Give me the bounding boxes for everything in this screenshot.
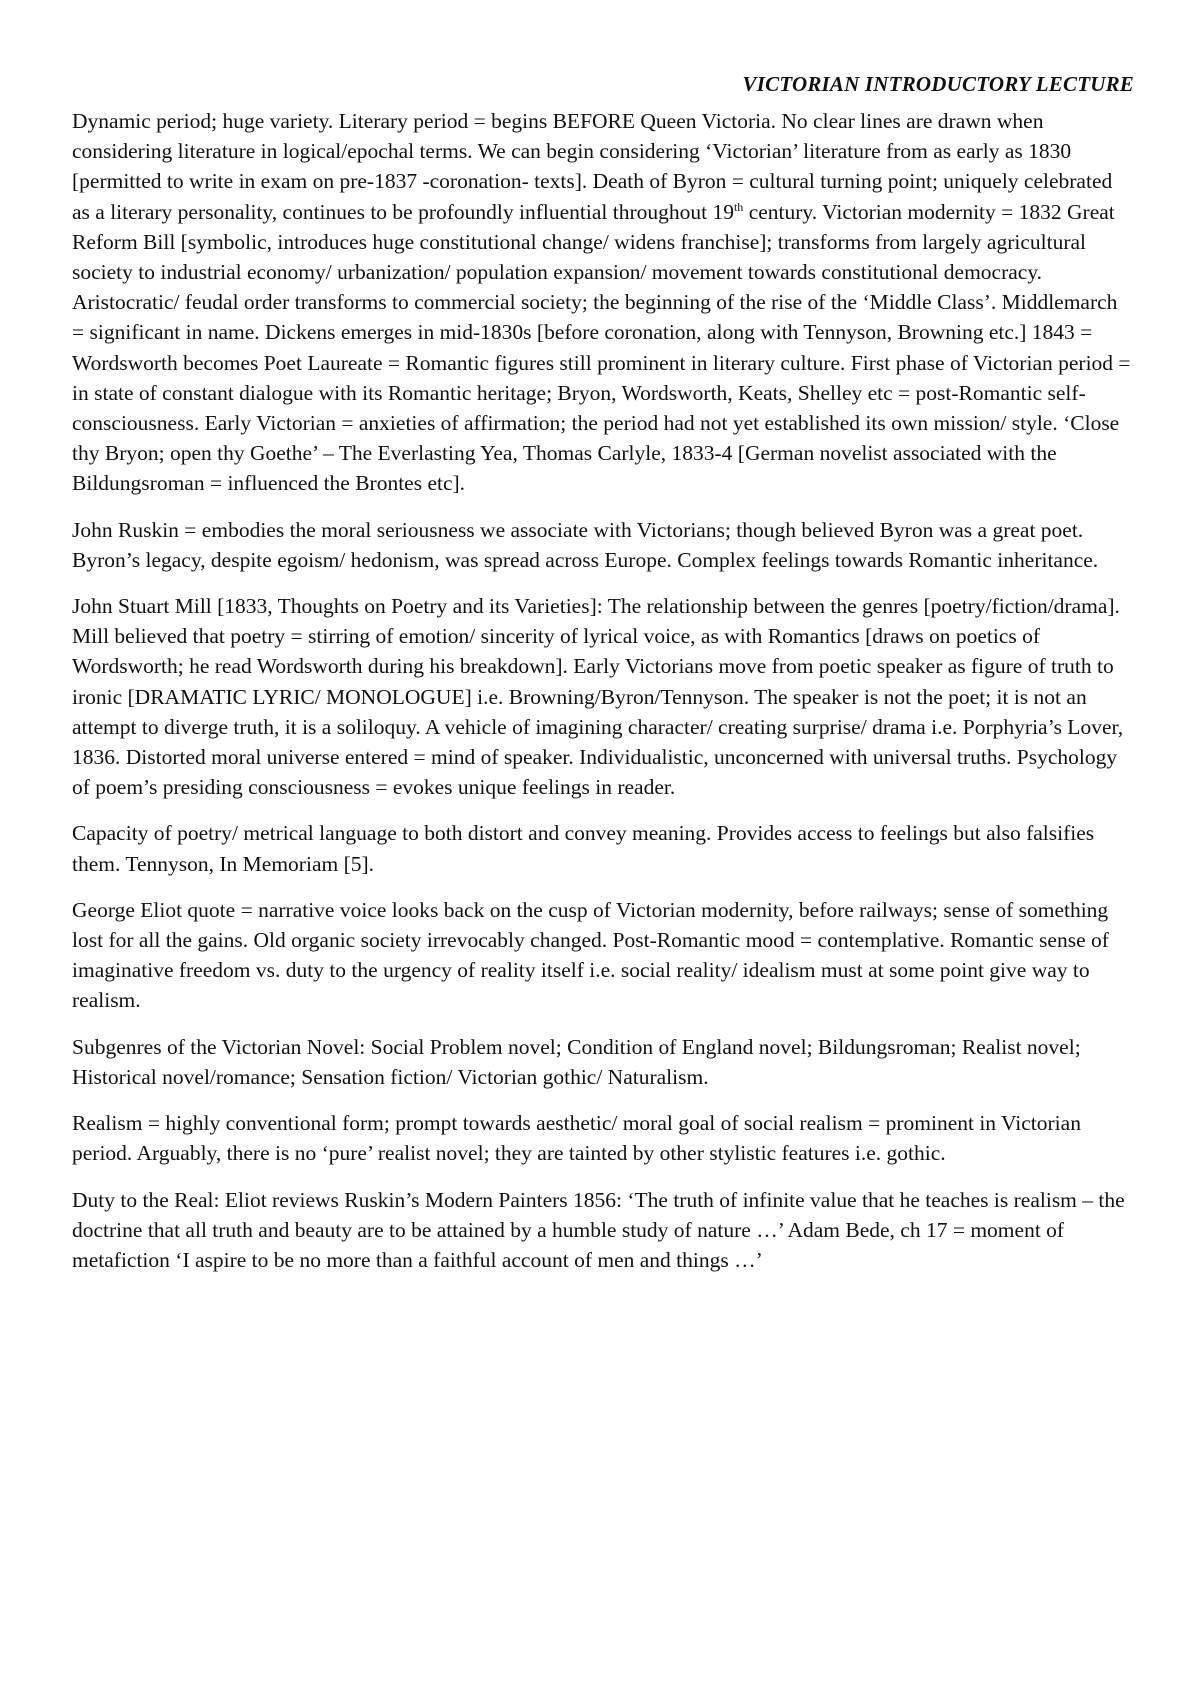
- paragraph-text: Dynamic period; huge variety. Literary period = begins BEFORE Queen Victoria. No clear lines are drawn when considering literature in logical/epochal terms. We can begin considering ‘Victorian’ literature from as early as 1830 [permitted to write in exam on pre-1837 -coronation- texts]. Death of Byron = cultural turning point; uniquely celebrated as a literary personality, continues to be profoundly influential throughout 19: [72, 109, 1113, 224]
- paragraph-mill: John Stuart Mill [1833, Thoughts on Poetry and its Varieties]: The relationship between the genres [poetry/fiction/drama]. Mill believed that poetry = stirring of emotion/ sincerity of lyrical voice, as with Romantics [draws on poetics of Wordsworth; he read Wordsworth during his breakdown]. Early Victorians move from poetic speaker as figure of truth to ironic [DRAMATIC LYRIC/ MONOLOGUE] i.e. Browning/Byron/Tennyson. The speaker is not the poet; it is not an attempt to diverge truth, it is a soliloquy. A vehicle of imagining character/ creating surprise/ drama i.e. Porphyria’s Lover, 1836. Distorted moral universe entered = mind of speaker. Individualistic, unconcerned with universal truths. Psychology of poem’s presiding consciousness = evokes unique feelings in reader.: [72, 594, 1124, 800]
- paragraph-text: century. Victorian modernity = 1832 Great Reform Bill [symbolic, introduces huge constitutional change/ widens franchise]; transforms from largely agricultural society to industrial economy/ urbanization/ population expansion/ movement towards constitutional democracy. Aristocratic/ feudal order transforms to commercial society; the beginning of the rise of the ‘Middle Class’. Middlemarch = significant in name. Dickens emerges in mid-1830s [before coronation, along with Tennyson, Browning etc.] 1843 = Wordsworth becomes Poet Laureate = Romantic figures still prominent in literary culture. First phase of Victorian period = in state of constant dialogue with its Romantic heritage; Bryon, Wordsworth, Keats, Shelley etc = post-Romantic self-consciousness. Early Victorian = anxieties of affirmation; the period had not yet established its own mission/ style. ‘Close thy Bryon; open thy Goethe’ – The Everlasting Yea, Thomas Carlyle, 1833-4 [German novelist associated with the Bildungsroman = influenced the Brontes etc].: [72, 199, 1131, 496]
- document-page: [72, 70, 1134, 1291]
- paragraph-poetry-capacity: Capacity of poetry/ metrical language to both distort and convey meaning. Provides access to feelings but also falsifies them. Tennyson, In Memoriam [5].: [72, 821, 1095, 876]
- paragraph-eliot-quote: George Eliot quote = narrative voice looks back on the cusp of Victorian modernity, before railways; sense of something lost for all the gains. Old organic society irrevocably changed. Post-Romantic mood = contemplative. Romantic sense of imaginative freedom vs. duty to the urgency of reality itself i.e. social reality/ idealism must at some point give way to realism.: [72, 897, 1109, 1013]
- paragraph-duty-to-real: Duty to the Real: Eliot reviews Ruskin’s Modern Painters 1856: ‘The truth of infinite value that he teaches is realism – the doctrine that all truth and beauty are to be attained by a humble study of nature …’ Adam Bede, ch 17 = moment of metafiction ‘I aspire to be no more than a faithful account of men and things …’: [72, 1187, 1125, 1272]
- document-heading: VICTORIAN INTRODUCTORY LECTURE: [742, 72, 1134, 96]
- paragraph-ruskin: John Ruskin = embodies the moral seriousness we associate with Victorians; though believed Byron was a great poet. Byron’s legacy, despite egoism/ hedonism, was spread across Europe. Complex feelings towards Romantic inheritance.: [72, 517, 1099, 572]
- paragraph-subgenres: Subgenres of the Victorian Novel: Social Problem novel; Condition of England novel; Bildungsroman; Realist novel; Historical novel/romance; Sensation fiction/ Victorian gothic/ Naturalism.: [72, 1034, 1081, 1089]
- superscript-ordinal: th: [733, 199, 744, 214]
- paragraph-period-overview: [72, 106, 1134, 499]
- paragraph-realism: Realism = highly conventional form; prompt towards aesthetic/ moral goal of social realism = prominent in Victorian period. Arguably, there is no ‘pure’ realist novel; they are tainted by other stylistic features i.e. gothic.: [72, 1111, 1081, 1166]
